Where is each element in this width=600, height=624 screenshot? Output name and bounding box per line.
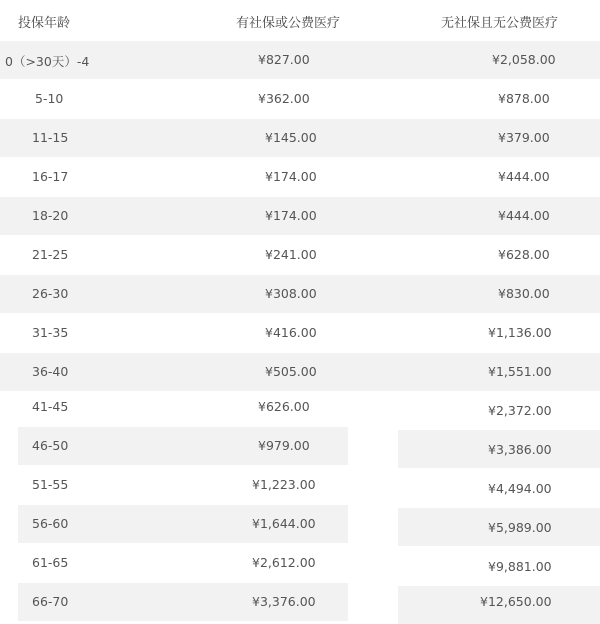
with-insurance-cell: ¥416.00 — [265, 325, 317, 340]
age-cell: 61-65 — [32, 555, 69, 570]
with-insurance-cell: ¥145.00 — [265, 130, 317, 145]
table-row — [0, 356, 600, 386]
table-row — [0, 317, 600, 347]
table-row — [0, 83, 600, 113]
without-insurance-cell: ¥4,494.00 — [488, 481, 552, 496]
age-cell: 21-25 — [32, 247, 69, 262]
with-insurance-cell: ¥626.00 — [258, 399, 310, 414]
age-cell: 0（>30天）-4 — [5, 54, 90, 69]
with-insurance-cell: ¥1,644.00 — [252, 516, 316, 531]
with-insurance-cell: ¥505.00 — [265, 364, 317, 379]
table-row — [0, 469, 600, 499]
age-cell: 36-40 — [32, 364, 69, 379]
age-cell: 51-55 — [32, 477, 69, 492]
table-row — [0, 122, 600, 152]
age-cell: 26-30 — [32, 286, 69, 301]
without-insurance-cell: ¥5,989.00 — [488, 520, 552, 535]
age-cell: 31-35 — [32, 325, 69, 340]
table-row — [0, 161, 600, 191]
with-insurance-cell: ¥362.00 — [258, 91, 310, 106]
with-insurance-cell: ¥2,612.00 — [252, 555, 316, 570]
with-insurance-cell: ¥1,223.00 — [252, 477, 316, 492]
with-insurance-cell: ¥241.00 — [265, 247, 317, 262]
without-insurance-cell: ¥878.00 — [498, 91, 550, 106]
age-cell: 46-50 — [32, 438, 69, 453]
without-insurance-cell: ¥444.00 — [498, 169, 550, 184]
with-insurance-cell: ¥174.00 — [265, 169, 317, 184]
without-insurance-cell: ¥628.00 — [498, 247, 550, 262]
without-insurance-cell: ¥444.00 — [498, 208, 550, 223]
with-insurance-cell: ¥3,376.00 — [252, 594, 316, 609]
age-cell: 66-70 — [32, 594, 69, 609]
age-cell: 11-15 — [32, 130, 69, 145]
table-row — [0, 239, 600, 269]
without-insurance-cell: ¥2,372.00 — [488, 403, 552, 418]
with-insurance-cell: ¥308.00 — [265, 286, 317, 301]
header-age: 投保年龄 — [18, 16, 71, 31]
without-insurance-cell: ¥2,058.00 — [492, 52, 556, 67]
without-insurance-cell: ¥1,136.00 — [488, 325, 552, 340]
without-insurance-cell: ¥830.00 — [498, 286, 550, 301]
without-insurance-cell: ¥3,386.00 — [488, 442, 552, 457]
table-row — [0, 44, 600, 74]
age-cell: 16-17 — [32, 169, 69, 184]
without-insurance-cell: ¥1,551.00 — [488, 364, 552, 379]
header-with-insurance: 有社保或公费医疗 — [236, 16, 341, 31]
table-row — [0, 278, 600, 308]
header-without-insurance: 无社保且无公费医疗 — [441, 16, 559, 31]
age-cell: 18-20 — [32, 208, 69, 223]
table-row — [0, 586, 600, 616]
age-cell: 5-10 — [35, 91, 64, 106]
table-row — [0, 547, 600, 577]
age-cell: 41-45 — [32, 399, 69, 414]
with-insurance-cell: ¥174.00 — [265, 208, 317, 223]
without-insurance-cell: ¥12,650.00 — [480, 594, 552, 609]
without-insurance-cell: ¥9,881.00 — [488, 559, 552, 574]
table-row — [0, 508, 600, 538]
with-insurance-cell: ¥827.00 — [258, 52, 310, 67]
table-row — [0, 200, 600, 230]
table-row — [0, 391, 600, 421]
with-insurance-cell: ¥979.00 — [258, 438, 310, 453]
table-row — [0, 430, 600, 460]
without-insurance-cell: ¥379.00 — [498, 130, 550, 145]
age-cell: 56-60 — [32, 516, 69, 531]
